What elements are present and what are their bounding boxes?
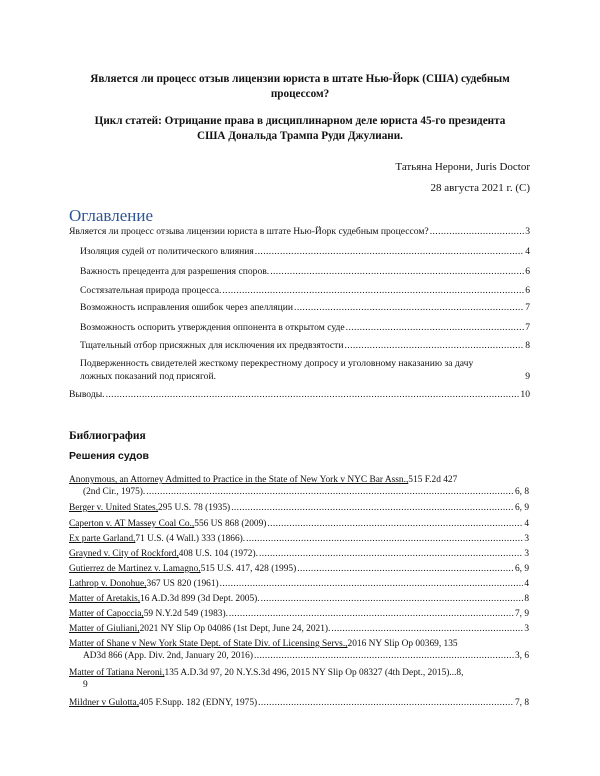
bib-entry: Grayned v. City of Rockford, 408 U.S. 104 (1972). ..... 3 (69, 548, 529, 560)
series-line-2: США Дональда Трампа Руди Джулиани. (197, 130, 403, 142)
case-link[interactable]: Berger v. United States, (69, 503, 159, 513)
bib-entry: Berger v. United States, 295 U.S. 78 (1935) ..... 6, 9 (69, 502, 529, 514)
case-link[interactable]: Matter of Shane v New York State Dept. of State Div. of Licensing Servs., (69, 639, 348, 649)
author: Татьяна Нерони, Juris Doctor (395, 161, 530, 173)
case-link[interactable]: Grayned v. City of Rockford, (69, 549, 179, 559)
case-link[interactable]: Mildner v Gulotta, (69, 698, 140, 708)
case-link[interactable]: Ex parte Garland, (69, 534, 136, 544)
toc-item[interactable]: Возможность оспорить утверждения оппонента в открытом суде ..... 7 (80, 322, 530, 334)
toc-item[interactable]: Подверженность свидетелей жесткому перекрестному допросу и уголовному наказанию за дачу ложных показаний под присягой. 9 (80, 358, 530, 382)
bib-entry: Ex parte Garland, 71 U.S. (4 Wall.) 333 (1866). ..... 3 (69, 533, 529, 545)
bib-entry: Matter of Aretakis, 16 A.D.3d 899 (3d Dept. 2005). ..... 8 (69, 593, 529, 605)
series-line-1: Цикл статей: Отрицание права в дисциплинарном деле юриста 45-го президента (94, 115, 506, 127)
date: 28 августа 2021 г. (C) (430, 182, 530, 194)
case-link[interactable]: Caperton v. AT Massey Coal Co., (69, 519, 195, 529)
toc-item[interactable]: Изоляция судей от политического влияния ..... 4 (80, 246, 530, 258)
toc-heading: Оглавление (69, 206, 153, 225)
bib-entry: Gutierrez de Martinez v. Lamagno, 515 U.S. 417, 428 (1995) ..... 6, 9 (69, 563, 529, 575)
bibliography-subheading: Решения судов (69, 450, 149, 462)
toc-item[interactable]: Важность прецедента для разрешения споров. ..... 6 (80, 266, 530, 278)
toc-item[interactable]: Выводы. ..... 10 (69, 389, 530, 401)
case-link[interactable]: Anonymous, an Attorney Admitted to Practice in the State of New York v NYC Bar Assn., (69, 475, 409, 485)
bib-entry: Matter of Tatiana Neroni, 135 A.D.3d 97, 20 N.Y.S.3d 496, 2015 NY Slip Op 08327 (4th Dept., 2015)...8, 9 (69, 668, 464, 690)
case-link[interactable]: Matter of Aretakis, (69, 594, 141, 604)
bib-entry: Matter of Giuliani, 2021 NY Slip Op 04086 (1st Dept, June 24, 2021). ..... 3 (69, 623, 529, 635)
series-title (70, 114, 530, 144)
case-link[interactable]: Gutierrez de Martinez v. Lamagno, (69, 564, 201, 574)
title-line-2: процессом? (270, 88, 330, 100)
case-link[interactable]: Matter of Giuliani, (69, 624, 140, 634)
bib-entry: Anonymous, an Attorney Admitted to Practice in the State of New York v NYC Bar Assn., 515 F.2d 427 (2nd Cir., 1975). ..... 6, 8 (69, 474, 529, 498)
toc-item[interactable]: Тщательный отбор присяжных для исключения их предвзятости ..... 8 (80, 340, 530, 352)
toc-item[interactable]: Является ли процесс отзыва лицензии юриста в штате Нью-Йорк судебным процессом? ..... 3 (69, 226, 530, 238)
bib-entry: Lathrop v. Donohue, 367 US 820 (1961) ..... 4 (69, 578, 529, 590)
bib-entry: Matter of Shane v New York State Dept. of State Div. of Licensing Servs., 2016 NY Slip Op 00369, 135 AD3d 866 (App. Div. 2nd, January 20, 2016) ..... 3, 6 (69, 638, 529, 662)
title-line-1: Является ли процесс отзыв лицензии юриста в штате Нью-Йорк (США) судебным (90, 73, 510, 85)
bib-entry: Mildner v Gulotta, 405 F.Supp. 182 (EDNY, 1975) ..... 7, 8 (69, 697, 529, 709)
toc-item[interactable]: Возможность исправления ошибок через апелляции ..... 7 (80, 302, 530, 314)
bib-entry: Caperton v. AT Massey Coal Co., 556 US 868 (2009) ..... 4 (69, 518, 529, 530)
case-link[interactable]: Lathrop v. Donohue, (69, 579, 147, 589)
document-title (70, 72, 530, 102)
case-link[interactable]: Matter of Capoccia, (69, 609, 144, 619)
bib-entry: Matter of Capoccia, 59 N.Y.2d 549 (1983). ..... 7, 9 (69, 608, 529, 620)
case-link[interactable]: Matter of Tatiana Neroni, (69, 668, 165, 678)
bibliography-heading: Библиография (69, 430, 146, 442)
toc-item[interactable]: Состязательная природа процесса. ..... 6 (80, 285, 530, 297)
